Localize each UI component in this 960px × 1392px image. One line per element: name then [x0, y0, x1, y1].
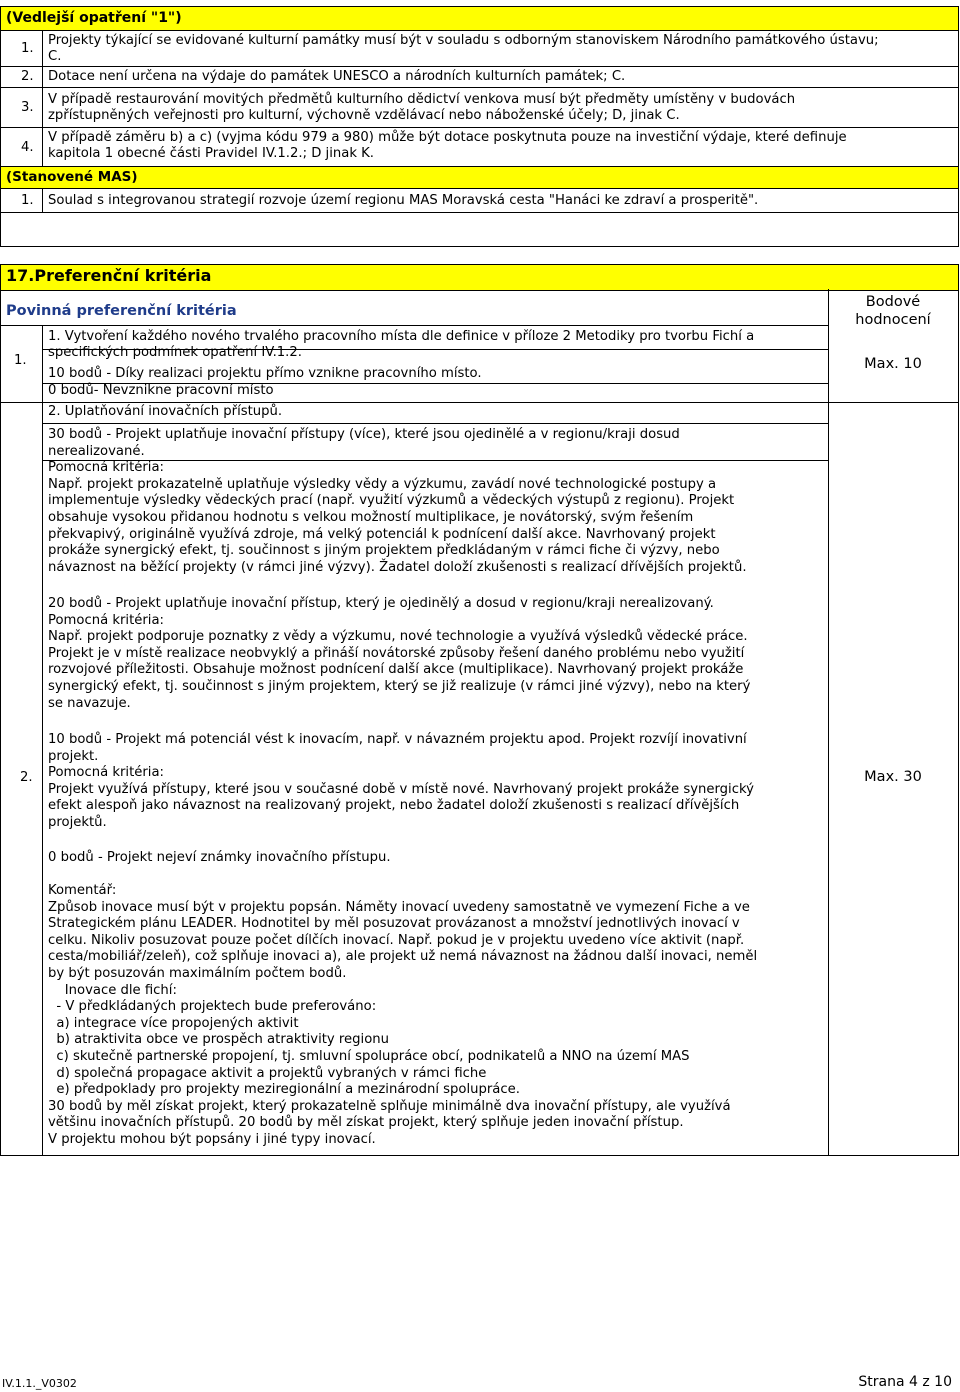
- criterion-text-line: d) společná propagace aktivit a projektů vybraných v rámci fiche: [48, 1065, 487, 1081]
- subtitle: Povinná preferenční kritéria: [6, 303, 237, 319]
- criterion-text-line: celku. Nikoliv posuzovat pouze počet dílčích inovací. Např. pokud je v projektu uvedeno více aktivit (např.: [48, 932, 745, 948]
- criterion-text-line: efekt alespoň jako návaznost na realizovaný projekt, nebo žadatel doloží zkušenosti s realizací dřívějších: [48, 798, 740, 814]
- criterion-text-line: e) předpoklady pro projekty meziregionální a mezinárodní spolupráce.: [48, 1082, 520, 1098]
- criterion-text-line: Např. projekt prokazatelně uplatňuje výsledky vědy a výzkumu, zavádí nové technologické postupy a: [48, 476, 717, 492]
- row-divider: [0, 188, 958, 189]
- col-divider: [828, 289, 829, 1156]
- item-line: V případě restaurování movitých předmětů kulturního dědictví venkova musí být předměty umístěny v budovách: [48, 92, 796, 107]
- criterion-text-line: Projekt využívá přístupy, které jsou v současné době v místě nové. Navrhovaný projekt prokáže synergický: [48, 781, 754, 797]
- criterion-text-line: cesta/mobiliář/zeleň), což splňuje inovaci a), ale projekt už nemá návaznost na žádnou další inovaci, neměl: [48, 949, 758, 965]
- row-divider: [0, 402, 958, 403]
- row-divider: [0, 325, 829, 326]
- comment-block: [48, 883, 828, 1149]
- top-heading: (Vedlejší opatření "1"): [6, 10, 182, 26]
- col-divider: [42, 188, 43, 212]
- criterion-text-line: se navazuje.: [48, 695, 131, 711]
- item-number: 2.: [21, 69, 34, 84]
- criterion-text-line: 0 bodů - Projekt nejeví známky inovačního přístupu.: [48, 850, 391, 865]
- row-divider: [0, 166, 958, 167]
- criterion-text-line: Pomocná kritéria:: [48, 612, 164, 628]
- row-divider: [42, 423, 829, 424]
- criterion-text-line: rozvojové příležitosti. Obsahuje možnost podnícení další akce (multiplikace). Navrhovaný projekt prokáže: [48, 662, 744, 678]
- row-divider: [0, 127, 958, 128]
- criterion-text-line: Komentář:: [48, 883, 117, 898]
- criterion-block-20: [48, 596, 828, 712]
- criterion-text-line: Strategickém plánu LEADER. Hodnotitel by měl posuzovat provázanost a množství jednotlivých inovací v: [48, 916, 740, 932]
- criterion-number: 2.: [20, 770, 33, 785]
- criterion-block-0: [48, 850, 828, 867]
- criterion-line: 10 bodů - Díky realizaci projektu přímo vznikne pracovního místo.: [48, 366, 482, 381]
- criterion-title: 2. Uplatňování inovačních přístupů.: [48, 404, 283, 419]
- criterion-text-line: synergický efekt, tj. součinnost s jiným projektem, který se již realizuje (v rámci jiné výzvy), nebo na který: [48, 678, 751, 694]
- row-divider: [0, 87, 958, 88]
- score-header-line: Bodové: [865, 294, 921, 310]
- criterion-line: 0 bodů- Nevznikne pracovní místo: [48, 383, 274, 398]
- item-line: Dotace není určena na výdaje do památek UNESCO a národních kulturních památek; C.: [48, 69, 626, 84]
- footer-code: IV.1.1._V0302: [2, 1377, 77, 1390]
- criterion-text-line: většinu inovačních přístupů. 20 bodů by měl získat projekt, který splňuje jeden inovační přístup.: [48, 1115, 684, 1131]
- criterion-text-line: Způsob inovace musí být v projektu popsán. Náměty inovací uvedeny samostatně ve vymezení Fiche a ve: [48, 899, 750, 915]
- col-divider: [42, 30, 43, 166]
- criterion-text-line: prokáže synergický efekt, tj. součinnost s jiným projektem předkládaným v rámci fiche či výzvy, nebo: [48, 543, 720, 559]
- item-line: Soulad s integrovanou strategií rozvoje území regionu MAS Moravská cesta "Hanáci ke zdraví a prosperitě".: [48, 193, 759, 208]
- criterion-text-line: Pomocná kritéria:: [48, 765, 164, 781]
- criterion-text-line: 30 bodů - Projekt uplatňuje inovační přístupy (více), které jsou ojedinělé a v regionu/kraji dosud: [48, 427, 680, 442]
- criterion-title-line: 1. Vytvoření každého nového trvalého pracovního místa dle definice v příloze 2 Metodiky pro tvorbu Fichí a: [48, 329, 755, 344]
- row-divider: [0, 212, 958, 213]
- max-score: Max. 30: [864, 769, 922, 785]
- criterion-text-line: překvapivý, originálně využívá zdroje, má velký potenciál k podnícení další akce. Navrhovaný projekt: [48, 526, 716, 542]
- row-divider: [0, 30, 958, 31]
- item-number: 1.: [21, 193, 34, 208]
- item-line: kapitola 1 obecné části Pravidel IV.1.2.; D jinak K.: [48, 146, 374, 161]
- criterion-number: 1.: [14, 353, 27, 368]
- criterion-text-line: a) integrace více propojených aktivit: [48, 1015, 299, 1031]
- criterion-text-line: 10 bodů - Projekt má potenciál vést k inovacím, např. v návazném projektu apod. Projekt rozvíjí inovativní: [48, 732, 747, 747]
- section-title: 17.Preferenční kritéria: [6, 266, 212, 285]
- criterion-text-line: by být posuzován maximálním počtem bodů.: [48, 965, 347, 981]
- criterion-text-line: b) atraktivita obce ve prospěch atraktivity regionu: [48, 1032, 389, 1048]
- criterion-text-line: c) skutečně partnerské propojení, tj. smluvní spolupráce obcí, podnikatelů a NNO na území MAS: [48, 1048, 690, 1064]
- criterion-text-line: V projektu mohou být popsány i jiné typy inovací.: [48, 1131, 376, 1147]
- criterion-text-line: Pomocná kritéria:: [48, 460, 164, 476]
- item-line: zpřístupněných veřejnosti pro kulturní, výchovně vzdělávací nebo náboženské účely; D, jinak C.: [48, 108, 680, 123]
- criterion-text-line: 30 bodů by měl získat projekt, který prokazatelně splňuje minimálně dva inovační přístupy, ale využívá: [48, 1098, 731, 1114]
- criterion-text-line: 20 bodů - Projekt uplatňuje inovační přístup, který je ojedinělý a dosud v regionu/kraji nerealizovaný.: [48, 596, 714, 611]
- criterion-title-line: specifických podmínek opatření IV.1.2.: [48, 345, 302, 360]
- criterion-block-10: [48, 732, 828, 832]
- criterion-text-line: nerealizované.: [48, 443, 145, 459]
- score-header: [829, 293, 957, 329]
- mas-heading: (Stanovené MAS): [6, 169, 138, 185]
- item-line: C.: [48, 49, 62, 64]
- score-header-line: hodnocení: [855, 312, 931, 328]
- criterion-text-line: obsahuje vysokou přidanou hodnotu s velkou možností multiplikace, je novátorský, svým řešením: [48, 509, 694, 525]
- footer-page: Strana 4 z 10: [858, 1374, 952, 1390]
- criterion-text-line: Inovace dle fichí:: [48, 982, 177, 998]
- criterion-text-line: Projekt je v místě realizace neobvyklý a přináší novátorské způsoby řešení daného problému nebo využití: [48, 645, 745, 661]
- col-divider: [42, 325, 43, 1156]
- item-number: 4.: [21, 140, 34, 155]
- row-divider: [0, 66, 958, 67]
- criterion-block-30: [48, 427, 828, 576]
- criterion-text-line: návaznost na běžící projekty (v rámci jiné výzvy). Žadatel doloží zkušenosti s realizací dřívějších projektů.: [48, 559, 747, 575]
- criterion-text-line: Např. projekt podporuje poznatky z vědy a výzkumu, nové technologie a využívá výsledků vědecké práce.: [48, 629, 748, 645]
- criterion-text-line: implementuje výsledky vědeckých prací (např. využití výzkumů a vědeckých výstupů z regionu). Projekt: [48, 493, 735, 509]
- item-number: 3.: [21, 100, 34, 115]
- criterion-text-line: projekt.: [48, 748, 99, 764]
- item-number: 1.: [21, 41, 34, 56]
- item-line: V případě záměru b) a c) (vyjma kódu 979 a 980) může být dotace poskytnuta pouze na investiční výdaje, které definuje: [48, 130, 847, 145]
- criterion-text-line: projektů.: [48, 814, 107, 830]
- max-score: Max. 10: [864, 356, 922, 372]
- criterion-text-line: - V předkládaných projektech bude preferováno:: [48, 999, 377, 1015]
- item-line: Projekty týkající se evidované kulturní památky musí být v souladu s odborným stanoviskem Národního památkového ústavu;: [48, 33, 879, 48]
